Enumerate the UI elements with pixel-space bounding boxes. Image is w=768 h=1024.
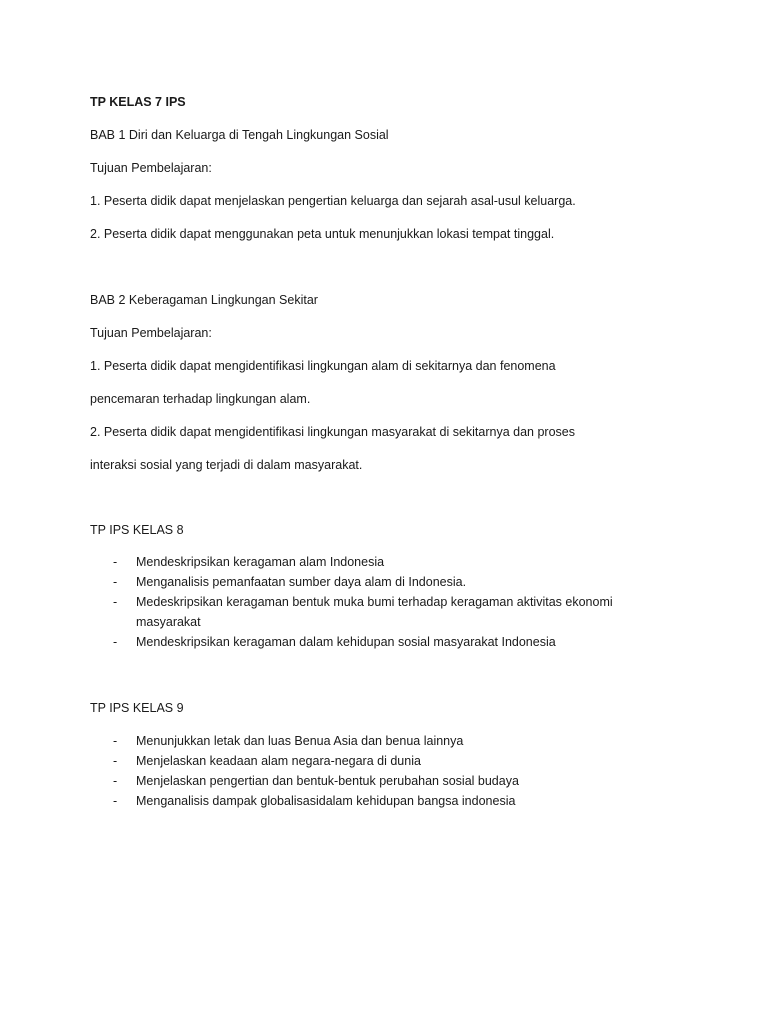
list-item xyxy=(90,731,650,751)
bullet-dash: - xyxy=(113,635,118,649)
bullet-dash: - xyxy=(113,794,118,808)
list-item-text: Menganalisis pemanfaatan sumber daya alam di Indonesia. xyxy=(136,575,467,589)
bab-2-item-1: 1. Peserta didik dapat mengidentifikasi lingkungan alam di sekitarnya dan fenomena xyxy=(90,359,556,373)
list-item-text: Mendeskripsikan keragaman dalam kehidupan sosial masyarakat Indonesia xyxy=(136,635,556,649)
list-item xyxy=(90,771,650,791)
bullet-dash: - xyxy=(113,734,118,748)
bab-2-item-2: 2. Peserta didik dapat mengidentifikasi lingkungan masyarakat di sekitarnya dan proses xyxy=(90,425,575,439)
list-item-text: Menganalisis dampak globalisasidalam kehidupan bangsa indonesia xyxy=(136,794,516,808)
list-item xyxy=(90,751,650,771)
list-item xyxy=(90,791,650,811)
section-title-kelas-8: TP IPS KELAS 8 xyxy=(90,523,184,537)
list-item xyxy=(90,552,650,572)
bab-1-item-2: 2. Peserta didik dapat menggunakan peta untuk menunjukkan lokasi tempat tinggal. xyxy=(90,227,555,241)
list-item-text: Medeskripsikan keragaman bentuk muka bumi terhadap keragaman aktivitas ekonomi masyarakat xyxy=(136,595,613,629)
list-item xyxy=(90,632,650,652)
list-item-text: Menunjukkan letak dan luas Benua Asia dan benua lainnya xyxy=(136,734,464,748)
bullet-dash: - xyxy=(113,555,118,569)
bullet-dash: - xyxy=(113,774,118,788)
list-item xyxy=(90,592,650,632)
bab-2-item-2-continued: interaksi sosial yang terjadi di dalam masyarakat. xyxy=(90,458,363,472)
list-item-text: Menjelaskan keadaan alam negara-negara di dunia xyxy=(136,754,421,768)
section-title-kelas-9: TP IPS KELAS 9 xyxy=(90,701,184,715)
bullet-dash: - xyxy=(113,595,118,609)
bullet-dash: - xyxy=(113,754,118,768)
bullet-dash: - xyxy=(113,575,118,589)
list-item-text: Menjelaskan pengertian dan bentuk-bentuk perubahan sosial budaya xyxy=(136,774,519,788)
bab-1-title: BAB 1 Diri dan Keluarga di Tengah Lingkungan Sosial xyxy=(90,128,389,142)
list-item xyxy=(90,572,650,592)
bab-1-tujuan-label: Tujuan Pembelajaran: xyxy=(90,161,212,175)
bab-2-tujuan-label: Tujuan Pembelajaran: xyxy=(90,326,212,340)
bab-2-item-1-continued: pencemaran terhadap lingkungan alam. xyxy=(90,392,311,406)
bab-1-item-1: 1. Peserta didik dapat menjelaskan pengertian keluarga dan sejarah asal-usul keluarga. xyxy=(90,194,576,208)
section-title-kelas-7: TP KELAS 7 IPS xyxy=(90,95,186,109)
bab-2-title: BAB 2 Keberagaman Lingkungan Sekitar xyxy=(90,293,318,307)
list-item-text: Mendeskripsikan keragaman alam Indonesia xyxy=(136,555,385,569)
